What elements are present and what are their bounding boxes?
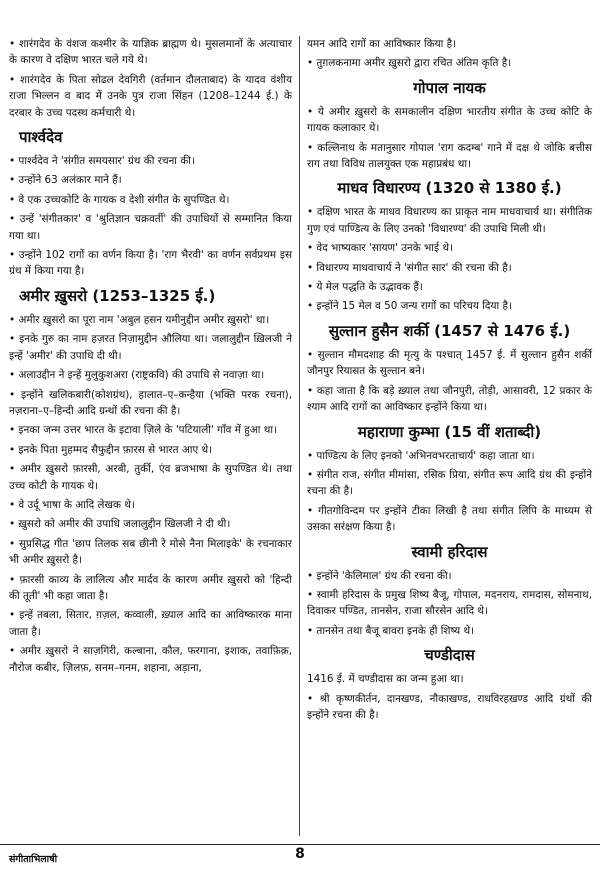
list-item: • वे एक उच्चकोटि के गायक व देशी संगीत के सुपण्डित थे। bbox=[9, 193, 230, 206]
list-item: • इनके पिता मुहम्मद सैफुद्दीन फ़ारस से भारत आए थे। bbox=[9, 443, 213, 456]
list-item: • विधारण्य माधवाचार्य ने 'संगीत सार' की रचना की है। bbox=[307, 261, 512, 274]
intro-item: यमन आदि रागों का आविष्कार किया है। bbox=[307, 38, 457, 50]
right-column bbox=[307, 36, 592, 726]
list-item: • स्वामी हरिदास के प्रमुख शिष्य बैजू, गोपाल, मदनराय, रामदास, सोमनाथ, दिवाकर पण्डित, तानसेन, राजा सौरसेन आदि थे। bbox=[307, 588, 592, 618]
list-item: • संगीत राज, संगीत मीमांसा, रसिक प्रिया, संगीत रूप आदि ग्रंथ की इन्होंने रचना की है। bbox=[307, 468, 592, 498]
list-item: • श्री कृष्णकीर्तन, दानखण्ड, नौकाखण्ड, राधविरहखण्ड आदि ग्रंथों की इन्होंने रचना की है। bbox=[307, 692, 592, 721]
list-item: • पार्श्वदेव ने 'संगीत समयसार' ग्रंथ की रचना की। bbox=[9, 155, 195, 168]
list-item: • कल्लिनाथ के मतानुसार गोपाल 'राग कदम्ब' गाने में दक्ष थे जोकि बत्तीस राग तथा विविध तालयुक्त एक महाप्रबंध था। bbox=[307, 141, 592, 171]
section-heading-madhav-vidharanya: माधव विधारण्य (1320 से 1380 ई.) bbox=[337, 179, 562, 198]
list-item: • अमीर ख़ुसरो का पूरा नाम 'अबुल हसन यमीनुद्दीन अमीर ख़ुसरो' था। bbox=[9, 313, 270, 326]
section-heading-gopal-nayak: गोपाल नायक bbox=[413, 78, 486, 97]
page-number: 8 bbox=[295, 846, 305, 862]
list-item: 1416 ई. में चण्डीदास का जन्म हुआ था। bbox=[307, 673, 464, 686]
list-item: • तानसेन तथा बैजू बावरा इनके ही शिष्य थे। bbox=[307, 624, 475, 637]
list-item: • सुल्तान मौमदशाह की मृत्यु के पश्चात् 1457 ई. में सुल्तान हुसैन शर्की जौनपुर रियासत के सुल्तान बने। bbox=[307, 348, 592, 378]
section-heading-sultan-husain-sharqi: सुल्तान हुसैन शर्की (1457 से 1476 ई.) bbox=[328, 321, 571, 340]
list-item: • दक्षिण भारत के माधव विधारण्य का प्राकृत नाम माधवाचार्य था। संगीतिक गुण एवं पाण्डित्य के लिए उनको 'विधारण्य' की उपाधि मिली थी। bbox=[307, 206, 592, 235]
section-heading-swami-haridas: स्वामी हरिदास bbox=[411, 542, 488, 561]
column-divider bbox=[299, 36, 300, 836]
list-item: • कहा जाता है कि बड़े ख़्याल तथा जौनपुरी, तोड़ी, आसावरी, 12 प्रकार के श्याम आदि रागों का आविष्कार इन्होंने किया था। bbox=[307, 384, 592, 414]
list-item: • अमीर ख़ुसरो फ़ारसी, अरबी, तुर्की, एंव ब्रजभाषा के सुपण्डित थे। तथा उच्च कोटी के गायक थे। bbox=[9, 463, 292, 492]
list-item: • वेद भाष्यकार 'सायण' उनके भाई थे। bbox=[307, 242, 453, 255]
list-item: • ये मेल पद्धति के उद्भावक हैं। bbox=[307, 281, 423, 294]
list-item: • इनके गुरु का नाम हज़रत निज़ामुद्दीन औलिया था। जलालुद्दीन ख़िलजी ने इन्हें 'अमीर' की उपाधि दी थी। bbox=[9, 333, 292, 362]
list-item: • फ़ारसी काव्य के लालित्य और मार्दव के कारण अमीर ख़ुसरो को 'हिन्दी की तूती' भी कहा जाता है। bbox=[9, 573, 292, 602]
intro-item: • शारंगदेव के पिता सोढल देवगिरी (वर्तमान दौलताबाद) के यादव वंशीय राजा भिल्लन व बाद में उनके पुत्र राजा सिंहन (1208–1244 ई.) के दरबार के उच्च पदस्थ कर्मचारी थे। bbox=[9, 73, 292, 119]
list-item: • ये अमीर ख़ुसरो के समकालीन दक्षिण भारतीय संगीत के उच्च कोटि के गायक कलाकार थे। bbox=[307, 105, 592, 135]
section-heading-maharana-kumbha: महाराणा कुम्भा (15 वीं शताब्दी) bbox=[357, 422, 542, 441]
list-item: • वे उर्दू भाषा के आदि लेखक थे। bbox=[9, 498, 135, 511]
list-item: • इन्होंने 15 मेल व 50 जन्य रागों का परिचय दिया है। bbox=[307, 300, 512, 313]
list-item: • उन्होंने 63 अलंकार माने हैं। bbox=[9, 174, 122, 187]
list-item: • अमीर ख़ुसरो ने साज़गिरी, कल्बाना, कौल, फरगाना, इशाक, तवाफ़िक़, नौरोज कबीर, ज़िलफ़, सनम–गनम, शहाना, अड़ाना, bbox=[9, 645, 292, 674]
list-item: • अलाउद्दीन ने इन्हें मुलुकुशअरा (राष्ट्रकवि) की उपाधि से नवाज़ा था। bbox=[9, 369, 265, 382]
list-item: • इनका जन्म उत्तर भारत के इटावा ज़िले के 'पटियाली' गाँव में हुआ था। bbox=[9, 424, 277, 437]
list-item: • ख़ुसरो को अमीर की उपाधि जलालुद्दीन खिलजी ने दी थी। bbox=[9, 518, 231, 531]
list-item: • इन्होंने 'केलिमाल' ग्रंथ की रचना की। bbox=[307, 569, 452, 582]
list-item: • सुप्रसिद्ध गीत 'छाप तिलक सब छीनी रे मोसे नैना मिलाइके' के रचनाकार भी अमीर ख़ुसरो है। bbox=[9, 537, 292, 567]
left-column bbox=[9, 36, 292, 679]
section-heading-amir-khusro: अमीर ख़ुसरो (1253–1325 ई.) bbox=[19, 286, 216, 305]
intro-item: • शारंगदेव के वंशज कश्मीर के याज्ञिक ब्राह्मण थे। मुसलमानों के अत्याचार के कारण वे दक्षिण भारत चले गये थे। bbox=[9, 38, 292, 67]
list-item: • तुग़लकनामा अमीर ख़ुसरो द्वारा रचित अंतिम कृति है। bbox=[307, 57, 512, 70]
list-item: • उन्हें 'संगीतकार' व 'श्रुतिज्ञान चक्रवर्ती' की उपाधियों से सम्मानित किया गया था। bbox=[9, 213, 292, 242]
list-item: • इन्होंने खलिकबारी(कोशग्रंथ), हालात–ए–कन्हैया (भक्ति परक रचना), नज़राना–ए–हिन्दी आदि ग्रन्थों की रचना की है। bbox=[9, 388, 292, 417]
list-item: • पाण्डित्य के लिए इनको 'अभिनवभरताचार्य' कहा जाता था। bbox=[307, 449, 535, 462]
list-item: • गीतगोविन्दम पर इन्होंने टीका लिखी है तथा संगीत लिपि के माध्यम से उसका सरंक्षण किया है। bbox=[307, 504, 592, 534]
publication-name: संगीताभिलाषी bbox=[9, 854, 58, 865]
section-heading-chandidas: चण्डीदास bbox=[424, 646, 475, 665]
section-heading-parshvadev: पार्श्वदेव bbox=[19, 128, 63, 147]
list-item: • उन्होंने 102 रागों का वर्णन किया है। 'राग भैरवी' का वर्णन सर्वप्रथम इस ग्रंथ में किया गया है। bbox=[9, 249, 292, 278]
footer-rule bbox=[0, 844, 600, 845]
list-item: • इन्हें तबला, सितार, ग़ज़ल, कव्वाली, ख़्याल आदि का आविष्कारक माना जाता है। bbox=[9, 609, 292, 638]
